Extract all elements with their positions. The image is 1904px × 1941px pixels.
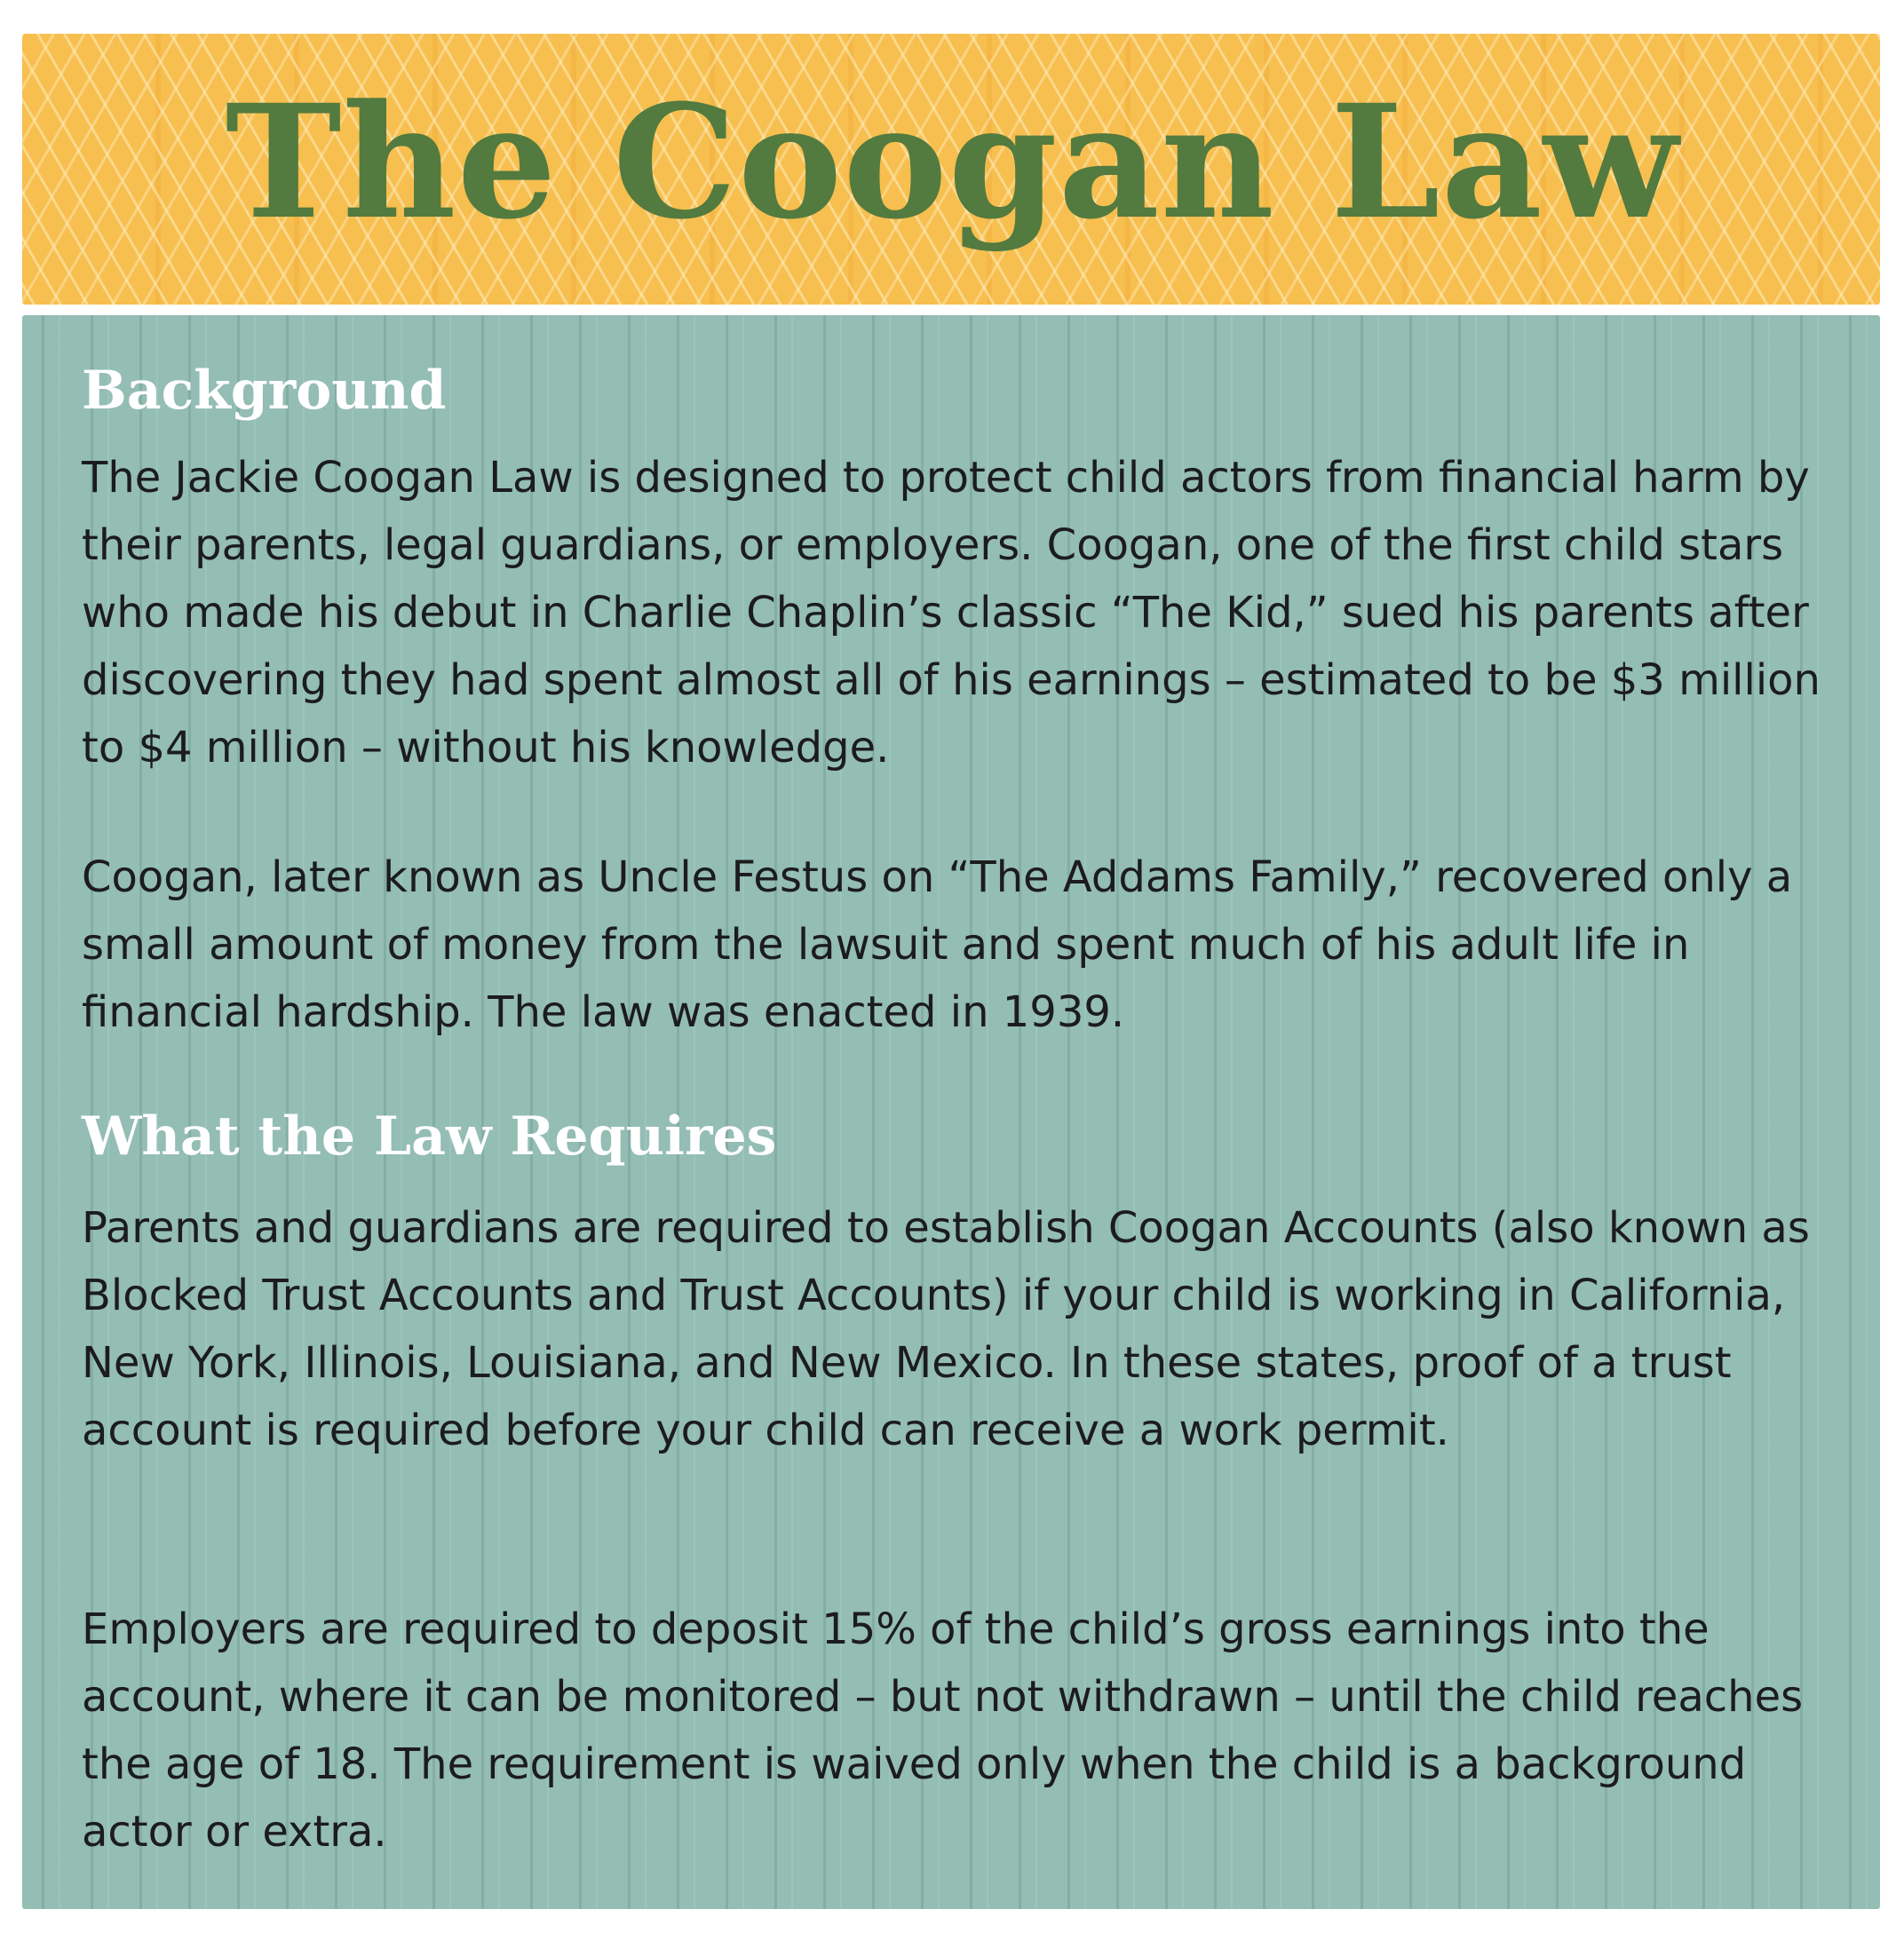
- requirements-paragraph-2: Employers are required to deposit 15% of the child’s gross earnings into the account, where it can be monitored – but not withdrawn – until the child reaches the age of 18. The requirement is waived only when the child is a background actor or extra.: [82, 1604, 1804, 1857]
- background-paragraph-1: The Jackie Coogan Law is designed to protect child actors from financial harm by their parents, legal guardians, or employers. Coogan, one of the first child stars who made his debut in Charlie Chaplin’s classic “The Kid,” sued his parents after discovering they had spent almost all of his earnings – estimated to be $3 million to $4 million – without his knowledge.: [82, 453, 1821, 772]
- section-heading-requirements: What the Law Requires: [82, 1105, 777, 1168]
- page-title: The Coogan Law: [225, 70, 1679, 254]
- requirements-paragraph-1: Parents and guardians are required to establish Coogan Accounts (also known as Blocked Trust Accounts and Trust Accounts) if your child is working in California, New York, Illinois, Louisiana, and New Mexico. In these states, proof of a trust account is required before your child can receive a work permit.: [82, 1203, 1810, 1455]
- background-paragraph-2: Coogan, later known as Uncle Festus on “The Addams Family,” recovered only a small amount of money from the lawsuit and spent much of his adult life in financial hardship. The law was enacted in 1939.: [82, 852, 1793, 1037]
- section-heading-background: Background: [82, 360, 447, 422]
